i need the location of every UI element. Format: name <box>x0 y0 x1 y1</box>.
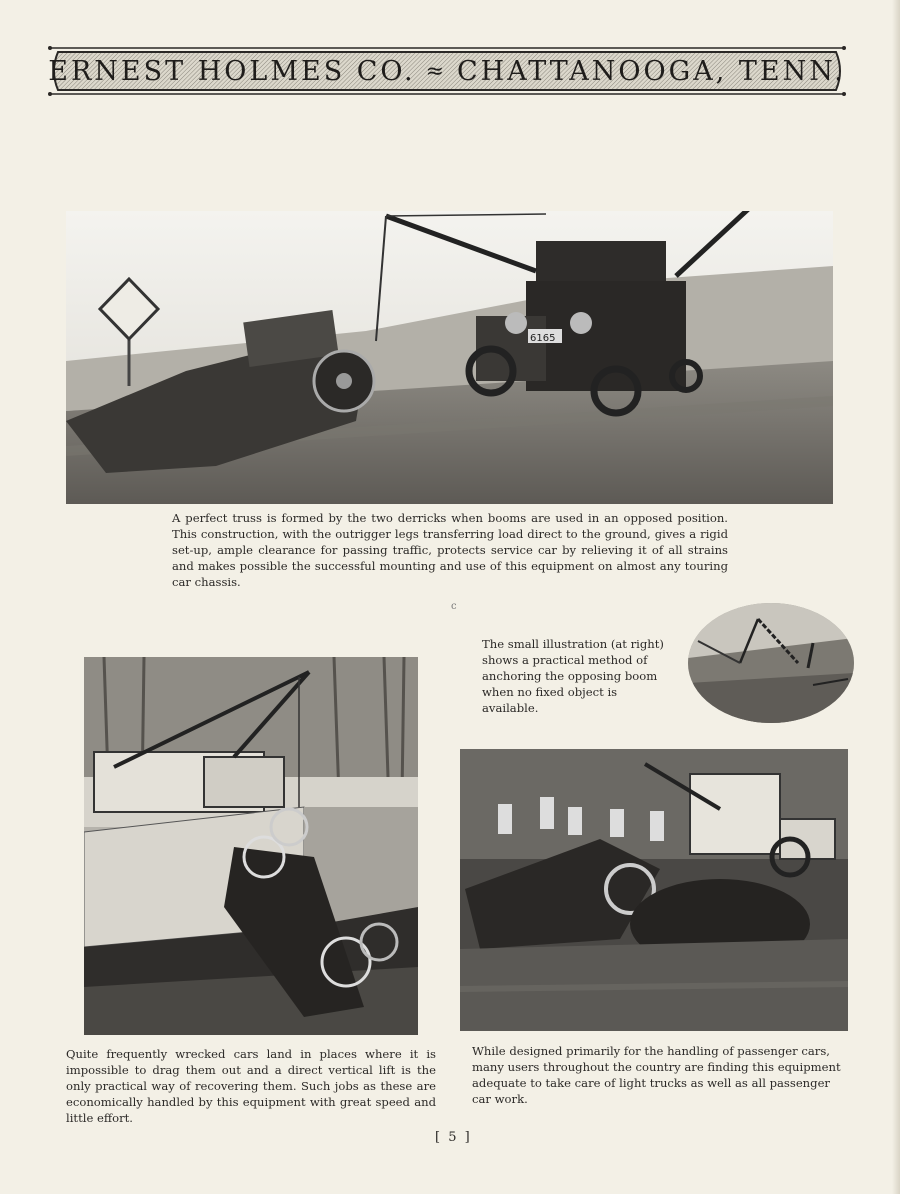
page-edge <box>892 0 900 1194</box>
banner-title <box>44 46 850 96</box>
caption-truss: A perfect truss is formed by the two derricks when booms are used in an opposed position. This construction, with the outrigger legs transferring load direct to the ground, gives a rigid set-up, ample clearance for passing traffic, protects service car by relieving it of all strains and makes possible the successful mounting and use of this equipment on almost any touring car chassis. <box>172 511 728 589</box>
license-plate: 6165 <box>530 333 556 344</box>
photo-anchor-oval <box>688 603 854 723</box>
caption-river: While designed primarily for the handling of passenger cars, many users throughout the country are finding this equipment adequate to take care of light trucks as well as all passenger car work. <box>472 1044 841 1106</box>
company-city: CHATTANOOGA, TENN. <box>457 55 846 87</box>
photo-wrecker-truss <box>66 211 833 504</box>
page-speck: c <box>451 601 457 612</box>
caption-bridge: Quite frequently wrecked cars land in places where it is impossible to drag them out and a direct vertical lift is the only practical way of recovering them. Such jobs as these are economically handled by this equipment with great speed and little effort. <box>66 1047 436 1125</box>
header-banner <box>44 46 850 96</box>
photo-river-recovery <box>460 749 848 1031</box>
photo-bridge-lift <box>84 657 418 1035</box>
caption-anchor: The small illustration (at right) shows a practical method of anchoring the opposing boom when no fixed object is available. <box>482 637 664 715</box>
page-number: [ 5 ] <box>435 1130 472 1145</box>
company-name: ERNEST HOLMES CO. <box>48 55 416 87</box>
banner-separator: ≈ <box>425 58 448 84</box>
